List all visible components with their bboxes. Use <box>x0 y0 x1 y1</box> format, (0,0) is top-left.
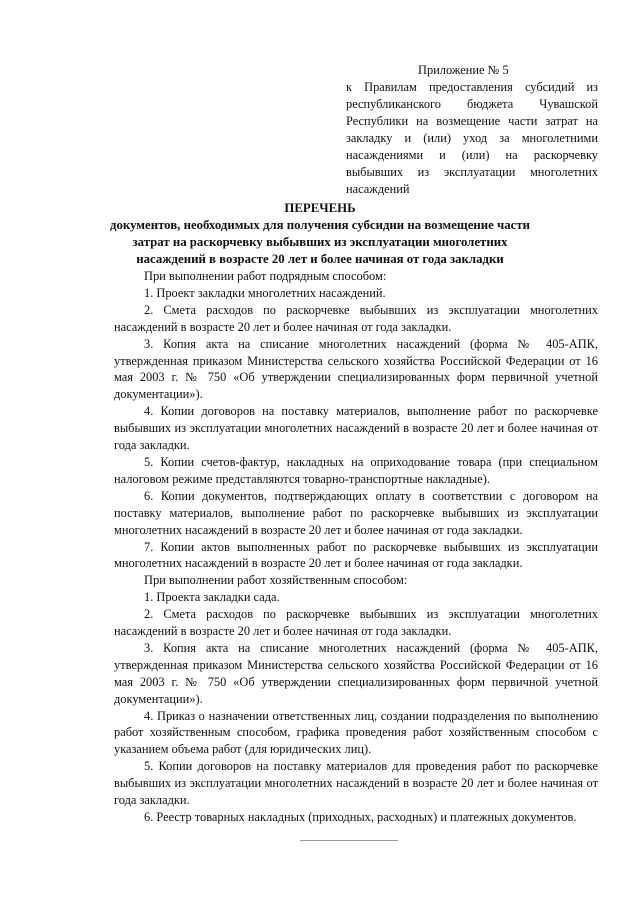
document-title <box>100 200 540 268</box>
contract-item-1: 1. Проект закладки многолетних насаждений. <box>144 285 386 300</box>
inhouse-item-6: 6. Реестр товарных накладных (приходных, расходных) и платежных документов. <box>144 810 577 824</box>
contract-item-5: 5. Копии счетов-фактур, накладных на оприходование товара (при специальном налоговом режиме представляются товарно-транспортные накладные). <box>114 454 598 486</box>
inhouse-intro: При выполнении работ хозяйственным способом: <box>144 573 408 588</box>
inhouse-item-4: 4. Приказ о назначении ответственных лиц, создании подразделения по выполнению работ хозяйственным способом, графика проведения работ хозяйственным способом с указанием объема работ (для юридических лиц). <box>114 708 598 757</box>
appendix-block <box>346 62 598 198</box>
inhouse-item-2: 2. Смета расходов по раскорчевке выбывших из эксплуатации многолетних насаждений в возрасте 20 лет и более начиная от года закладки. <box>114 607 598 639</box>
contract-item-2: 2. Смета расходов по раскорчевке выбывших из эксплуатации многолетних насаждений в возрасте 20 лет и более начиная от года закладки. <box>114 302 598 334</box>
document-body <box>114 268 598 826</box>
appendix-text: к Правилам предоставления субсидий из республиканского бюджета Чувашской Республики на возмещение части затрат на закладку и (или) уход за многолетними насаждениями и (или) на раскорчевку выбывших из эксплуатации многолетних насаждений <box>346 80 598 196</box>
contract-item-3: 3. Копия акта на списание многолетних насаждений (форма № 405-АПК, утвержденная приказом Министерства сельского хозяйства Российской Федерации от 16 мая 2003 г. № 750 «Об утверждении специализированных форм первичной учетной документации»). <box>114 336 598 402</box>
inhouse-item-1: 1. Проекта закладки сада. <box>144 590 280 605</box>
title-subtitle: документов, необходимых для получения субсидии на возмещение части затрат на раскорчевку выбывших из эксплуатации многолетних насаждений в возрасте 20 лет и более начиная от года закладки <box>110 218 530 266</box>
end-divider <box>300 840 398 841</box>
title-heading: ПЕРЕЧЕНЬ <box>284 201 356 215</box>
inhouse-item-3: 3. Копия акта на списание многолетних насаждений (форма № 405-АПК, утвержденная приказом Министерства сельского хозяйства Российской Федерации от 16 мая 2003 г. № 750 «Об утверждении специализированных форм первичной учетной документации»). <box>114 640 598 706</box>
contract-item-6: 6. Копии документов, подтверждающих оплату в соответствии с договором на поставку материалов, выполнение работ по раскорчевке выбывших из эксплуатации многолетних насаждений в возрасте 20 лет и более начиная от года закладки. <box>114 488 598 537</box>
contract-intro: При выполнении работ подрядным способом: <box>144 269 387 283</box>
contract-item-7: 7. Копии актов выполненных работ по раскорчевке выбывших из эксплуатации многолетних насаждений в возрасте 20 лет и более начиная от года закладки. <box>114 539 598 571</box>
contract-item-4: 4. Копии договоров на поставку материалов, выполнение работ по раскорчевке выбывших из эксплуатации многолетних насаждений в возрасте 20 лет и более начиная от года закладки. <box>114 404 598 453</box>
inhouse-item-5: 5. Копии договоров на поставку материалов для проведения работ по раскорчевке выбывших из эксплуатации многолетних насаждений в возрасте 20 лет и более начиная от года закладки. <box>114 759 598 808</box>
appendix-number: Приложение № 5 <box>418 63 509 77</box>
